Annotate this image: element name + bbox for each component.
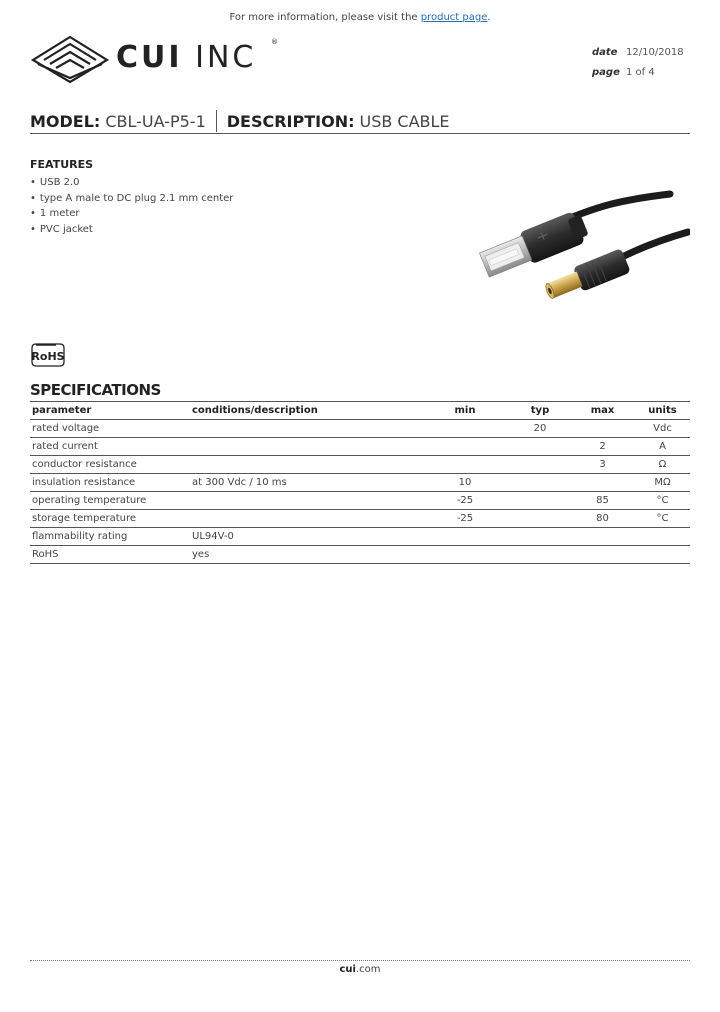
cell-max (570, 420, 635, 438)
cell-typ: 20 (510, 420, 570, 438)
model-label: MODEL: (30, 111, 101, 131)
model-value: CBL-UA-P5-1 (105, 111, 206, 131)
features-title: FEATURES (30, 158, 94, 171)
features-list (30, 175, 233, 237)
cell-conditions (190, 420, 420, 438)
cell-min: 10 (420, 474, 510, 492)
cell-parameter: conductor resistance (30, 456, 190, 474)
cell-conditions (190, 510, 420, 528)
top-info-end: . (487, 12, 491, 23)
feature-item: • PVC jacket (30, 222, 233, 238)
logo-wordmark-bold: CUI (116, 40, 183, 75)
cell-parameter: insulation resistance (30, 474, 190, 492)
cell-parameter: rated current (30, 438, 190, 456)
cell-min (420, 528, 510, 546)
description-label: DESCRIPTION: (226, 111, 355, 131)
top-info-note (0, 12, 720, 23)
date-value: 12/10/2018 (626, 47, 684, 58)
table-row (30, 546, 690, 564)
cell-min (420, 420, 510, 438)
footer-brand: cui (339, 964, 356, 975)
cell-typ (510, 456, 570, 474)
cell-max: 80 (570, 510, 635, 528)
usb-cable-illustration (470, 188, 690, 308)
cell-parameter: operating temperature (30, 492, 190, 510)
table-row (30, 456, 690, 474)
table-row (30, 420, 690, 438)
cell-min (420, 438, 510, 456)
cell-max: 85 (570, 492, 635, 510)
cell-max (570, 474, 635, 492)
logo-wordmark (116, 40, 256, 75)
cell-parameter: rated voltage (30, 420, 190, 438)
model-separator (216, 110, 217, 132)
footer-divider (30, 960, 690, 961)
specifications-table (30, 401, 690, 564)
header-conditions: conditions/description (190, 402, 420, 420)
cell-typ (510, 474, 570, 492)
description-value: USB CABLE (359, 111, 450, 131)
cell-max: 2 (570, 438, 635, 456)
features-section (30, 158, 233, 237)
rohs-icon (30, 342, 66, 368)
cell-parameter: RoHS (30, 546, 190, 564)
rohs-badge (30, 342, 66, 368)
cell-max (570, 528, 635, 546)
meta-page-row (592, 63, 684, 83)
cell-typ (510, 438, 570, 456)
product-page-link[interactable]: product page (420, 12, 488, 23)
table-header-row (30, 402, 690, 420)
table-row (30, 492, 690, 510)
cell-max (570, 546, 635, 564)
cell-typ (510, 546, 570, 564)
header-units: units (635, 402, 690, 420)
cell-conditions (190, 438, 420, 456)
feature-item: • USB 2.0 (30, 175, 233, 191)
header-min: min (420, 402, 510, 420)
cell-conditions: UL94V-0 (190, 528, 420, 546)
table-row (30, 510, 690, 528)
date-label: date (592, 47, 618, 58)
table-row (30, 528, 690, 546)
cell-conditions (190, 492, 420, 510)
table-row (30, 474, 690, 492)
cell-min (420, 546, 510, 564)
cell-parameter: flammability rating (30, 528, 190, 546)
cell-typ (510, 492, 570, 510)
header-max: max (570, 402, 635, 420)
footer (0, 964, 720, 975)
cell-units: °C (635, 510, 690, 528)
model-description-bar (30, 109, 690, 134)
meta-date-row (592, 43, 684, 63)
page-label: page (592, 67, 620, 78)
logo-mark-icon (30, 34, 110, 84)
rohs-text: RoHS (31, 350, 65, 363)
top-info-text: For more information, please visit the (229, 12, 421, 23)
header-parameter: parameter (30, 402, 190, 420)
table-row (30, 438, 690, 456)
feature-item: • 1 meter (30, 206, 233, 222)
logo-wordmark-light: INC (195, 40, 257, 75)
cell-typ (510, 528, 570, 546)
cell-min: -25 (420, 492, 510, 510)
header-typ: typ (510, 402, 570, 420)
cell-units: Vdc (635, 420, 690, 438)
page-value: 1 of 4 (626, 67, 655, 78)
cell-units: MΩ (635, 474, 690, 492)
cell-min: -25 (420, 510, 510, 528)
footer-domain: .com (355, 964, 381, 975)
cell-conditions: at 300 Vdc / 10 ms (190, 474, 420, 492)
product-image (470, 188, 690, 308)
cell-min (420, 456, 510, 474)
document-meta (592, 43, 684, 83)
cell-units: °C (635, 492, 690, 510)
cell-units: Ω (635, 456, 690, 474)
cui-inc-logo (30, 34, 278, 84)
registered-mark: ® (271, 38, 278, 46)
cell-units: A (635, 438, 690, 456)
feature-item: • type A male to DC plug 2.1 mm center (30, 191, 233, 207)
cell-units (635, 546, 690, 564)
cell-conditions: yes (190, 546, 420, 564)
cell-parameter: storage temperature (30, 510, 190, 528)
specifications-title: SPECIFICATIONS (30, 381, 161, 399)
cell-max: 3 (570, 456, 635, 474)
cell-typ (510, 510, 570, 528)
cell-conditions (190, 456, 420, 474)
cell-units (635, 528, 690, 546)
